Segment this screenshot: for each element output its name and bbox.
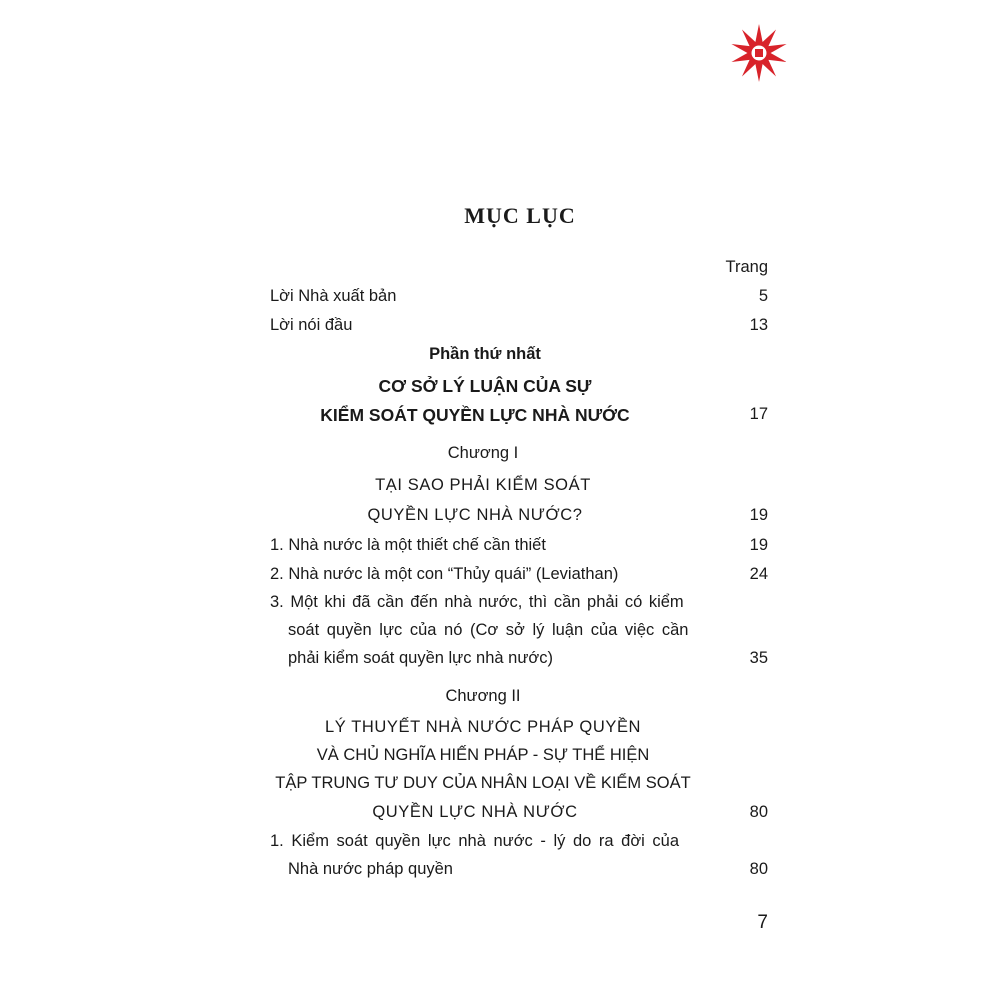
toc-entry-label: 3. Một khi đã cần đến nhà nước, thì cần phải có kiểm: [270, 593, 684, 611]
toc-entry-publisher-note[interactable]: [0, 287, 1000, 317]
toc-entry-chapter-1-item-3[interactable]: [0, 593, 1000, 623]
chapter-2-heading: [0, 687, 1000, 717]
chapter-title-line: VÀ CHỦ NGHĨA HIẾN PHÁP - SỰ THỂ HIỆN: [316, 746, 650, 764]
page-title: MỤC LỤC: [464, 203, 576, 228]
chapter-1-title-line-1: [0, 476, 1000, 506]
toc-entry-label: 1. Kiểm soát quyền lực nhà nước - lý do ra đời của: [270, 832, 679, 850]
chapter-title-line: QUYỀN LỰC NHÀ NƯỚC: [372, 803, 578, 821]
chapter-2-title-line-1: [0, 718, 1000, 748]
toc-entry-foreword[interactable]: [0, 316, 1000, 346]
part-title-line: KIỂM SOÁT QUYỀN LỰC NHÀ NƯỚC: [320, 405, 630, 425]
toc-entry-chapter-1-item-1[interactable]: [0, 536, 1000, 566]
toc-entry-label-continued: Nhà nước pháp quyền: [288, 860, 453, 878]
toc-entry-chapter-2-item-1-cont-1: [0, 860, 1000, 890]
toc-entry-chapter-2[interactable]: [0, 803, 1000, 833]
chapter-title-line: TẠI SAO PHẢI KIỂM SOÁT: [375, 476, 591, 494]
toc-entry-chapter-2-item-1[interactable]: [0, 832, 1000, 862]
part-title-line: CƠ SỞ LÝ LUẬN CỦA SỰ: [378, 376, 592, 396]
page-number: 7: [757, 912, 768, 933]
toc-entry-page: 24: [749, 565, 768, 583]
publisher-star-logo-icon: [728, 22, 790, 84]
part-one-heading: [0, 345, 1000, 375]
toc-entry-page: 35: [749, 649, 768, 667]
toc-entry-page: 80: [749, 803, 768, 821]
chapter-2-title-line-2: [0, 746, 1000, 776]
part-label: Phần thứ nhất: [429, 345, 541, 363]
toc-entry-label: Lời nói đầu: [270, 316, 353, 334]
toc-entry-label: 1. Nhà nước là một thiết chế cần thiết: [270, 536, 546, 554]
part-one-title-line-1: [0, 376, 1000, 406]
toc-entry-page: 13: [749, 316, 768, 334]
toc-entry-page: 19: [749, 506, 768, 524]
chapter-title-line: TẬP TRUNG TƯ DUY CỦA NHÂN LOẠI VỀ KIỂM SOÁT: [275, 774, 691, 792]
toc-entry-label-continued: soát quyền lực của nó (Cơ sở lý luận của việc cần: [288, 621, 689, 639]
toc-entry-chapter-1[interactable]: [0, 506, 1000, 536]
toc-entry-label: 2. Nhà nước là một con “Thủy quái” (Leviathan): [270, 565, 619, 583]
chapter-label: Chương I: [447, 444, 519, 462]
chapter-2-title-line-3: [0, 774, 1000, 804]
toc-entry-label: Lời Nhà xuất bản: [270, 287, 397, 305]
toc-entry-label-continued: phải kiểm soát quyền lực nhà nước): [288, 649, 553, 667]
toc-entry-page: 80: [749, 860, 768, 878]
chapter-title-line: QUYỀN LỰC NHÀ NƯỚC?: [367, 506, 583, 524]
chapter-label: Chương II: [445, 687, 521, 705]
toc-entry-page: 5: [758, 287, 768, 305]
toc-entry-chapter-1-item-2[interactable]: [0, 565, 1000, 595]
toc-entry-part-one[interactable]: [0, 405, 1000, 435]
toc-entry-page: 17: [749, 405, 768, 423]
chapter-1-heading: [0, 444, 1000, 474]
toc-entry-chapter-1-item-3-cont-1: [0, 621, 1000, 651]
page-column-header: Trang: [725, 258, 768, 276]
toc-entry-page: 19: [749, 536, 768, 554]
chapter-title-line: LÝ THUYẾT NHÀ NƯỚC PHÁP QUYỀN: [324, 718, 642, 736]
toc-entry-chapter-1-item-3-cont-2: [0, 649, 1000, 679]
